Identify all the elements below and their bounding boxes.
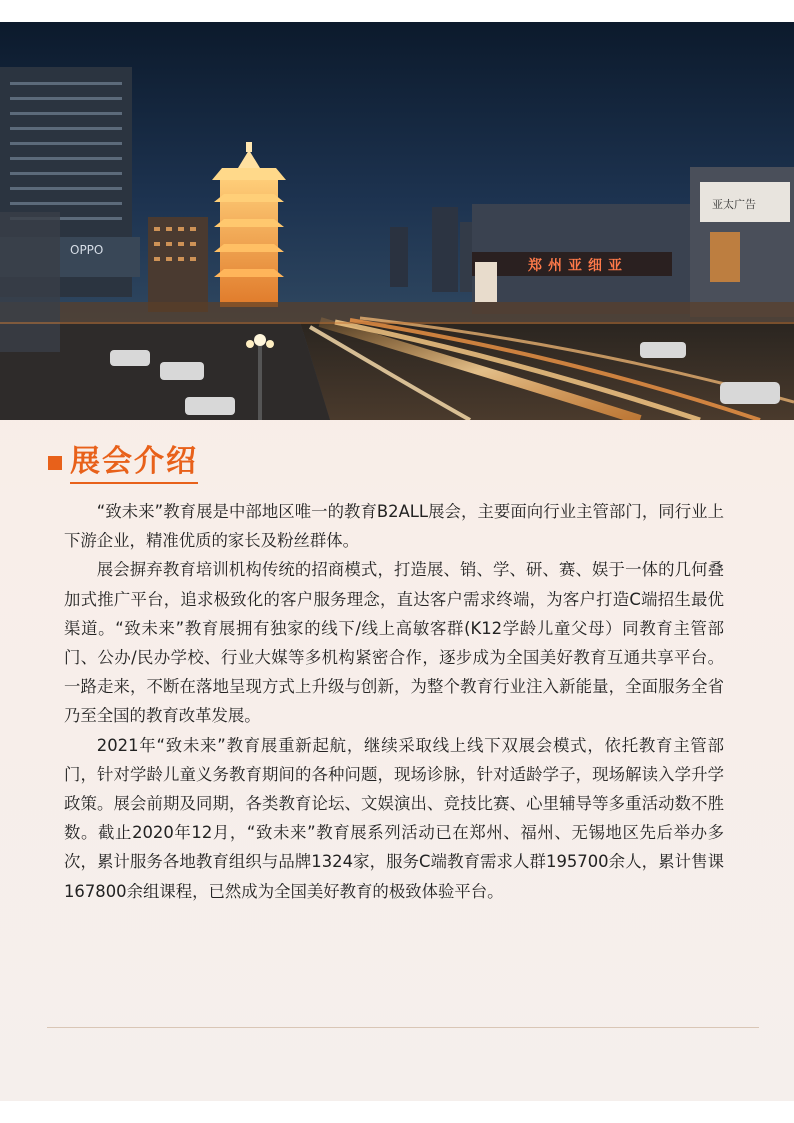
paragraph-2: 展会摒弃教育培训机构传统的招商模式，打造展、销、学、研、赛、娱于一体的几何叠加式推广平台，追求极致化的客户服务理念，直达客户需求终端，为客户打造C端招生最优渠道。“致未来”教育展拥有独家的线下/线上高敏客群(K12学龄儿童父母）同教育主管部门、公办/民办学校、行业大媒等多机构紧密合作，逐步成为全国美好教育互通共享平台。一路走来，不断在落地呈现方式上升级与创新，为整个教育行业注入新能量，全面服务全省乃至全国的教育改革发展。 [64, 560, 724, 726]
section-heading [48, 443, 198, 483]
paragraph-1: “致未来”教育展是中部地区唯一的教育B2ALL展会，主要面向行业主管部门，同行业上下游企业，精准优质的家长及粉丝群体。 [64, 502, 724, 551]
section-title: 展会介绍 [70, 442, 198, 484]
heading-square-icon [48, 456, 62, 470]
hero-city-photo [0, 22, 794, 420]
paragraph-3: 2021年“致未来”教育展重新起航，继续采取线上线下双展会模式，依托教育主管部门，针对学龄儿童义务教育期间的各种问题，现场诊脉，针对适龄学子，现场解读入学升学政策。展会前期及同期，各类教育论坛、文娱演出、竞技比赛、心里辅导等多重活动数不胜数。截止2020年12月，“致未来”教育展系列活动已在郑州、福州、无锡地区先后举办多次，累计服务各地教育组织与品牌1324家，服务C端教育需求人群195700余人，累计售课167800余组课程，已然成为全国美好教育的极致体验平台。 [64, 735, 724, 901]
intro-text [64, 497, 724, 906]
billboard-sign: 亚太广告 [712, 198, 756, 211]
store-sign: 郑州亚细亚 [528, 258, 628, 274]
oppo-sign: OPPO [70, 243, 104, 257]
divider [47, 1027, 759, 1028]
